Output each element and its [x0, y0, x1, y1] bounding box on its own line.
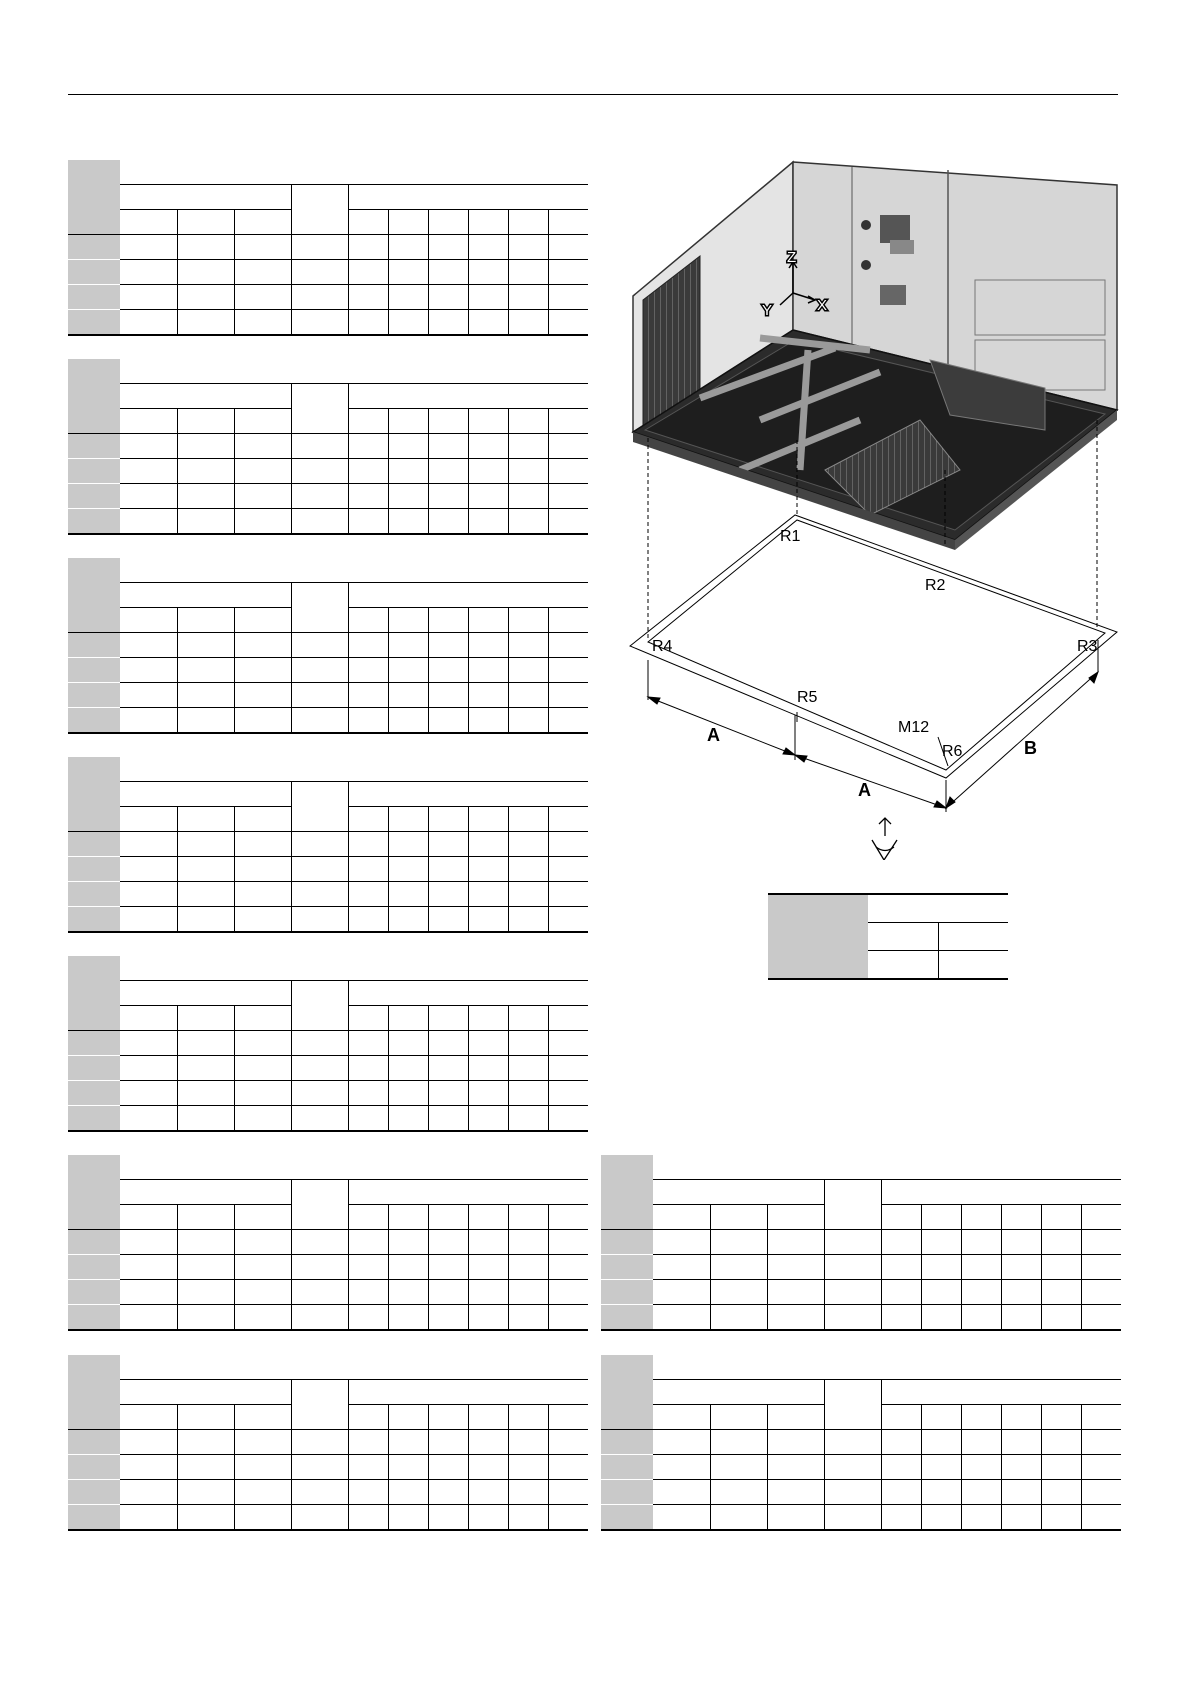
table-row — [601, 1480, 1121, 1505]
table-row — [601, 1230, 1121, 1255]
label-r5: R5 — [797, 689, 818, 706]
load-table-left-6 — [68, 1155, 588, 1331]
table-header-cell — [601, 1355, 653, 1430]
label-r3: R3 — [1077, 638, 1098, 655]
table-row — [68, 459, 588, 484]
table-row — [68, 1106, 588, 1132]
table-row — [68, 832, 588, 857]
table-header-cell — [68, 558, 120, 633]
table-row — [68, 285, 588, 310]
load-table-right-1 — [601, 1155, 1121, 1331]
table-header-cell — [68, 956, 120, 1031]
dimension-a-right: A — [858, 780, 871, 800]
table-row — [68, 658, 588, 683]
table-row — [68, 708, 588, 734]
table-row — [68, 633, 588, 658]
table-row — [68, 907, 588, 933]
load-table-left-5 — [68, 956, 588, 1132]
table-row — [68, 484, 588, 509]
table-header-cell — [601, 1155, 653, 1230]
table-row — [68, 260, 588, 285]
table-row — [68, 1455, 588, 1480]
table-header-cell — [68, 1155, 120, 1230]
table-row — [68, 235, 588, 260]
load-table-left-2 — [68, 359, 588, 535]
table-row — [68, 1430, 588, 1455]
dimension-b: B — [1024, 738, 1037, 758]
table-row — [601, 1280, 1121, 1305]
axis-z-label: Z — [787, 249, 797, 266]
dimension-table — [768, 893, 1008, 980]
dimension-a-left: A — [707, 725, 720, 745]
label-m12: M12 — [898, 719, 930, 736]
load-table-left-4 — [68, 757, 588, 933]
label-r1: R1 — [780, 528, 801, 545]
label-r4: R4 — [652, 638, 673, 655]
label-r6: R6 — [942, 743, 963, 760]
table-row — [68, 1056, 588, 1081]
table-row — [68, 857, 588, 882]
table-row — [68, 1255, 588, 1280]
unit-mounting-diagram — [620, 150, 1140, 860]
table-row — [68, 1230, 588, 1255]
table-row — [68, 1280, 588, 1305]
dimension-table-header — [768, 894, 868, 951]
table-header-cell — [68, 757, 120, 832]
table-row — [601, 1505, 1121, 1531]
load-table-right-2 — [601, 1355, 1121, 1531]
table-header-cell — [68, 359, 120, 434]
load-table-left-7 — [68, 1355, 588, 1531]
table-row — [68, 1305, 588, 1331]
table-row — [601, 1430, 1121, 1455]
table-row — [68, 1081, 588, 1106]
load-table-left-3 — [68, 558, 588, 734]
table-row — [68, 683, 588, 708]
table-row — [601, 1305, 1121, 1331]
view-direction-icon — [872, 818, 897, 860]
axis-y-label: Y — [762, 302, 773, 319]
header-rule — [68, 94, 1118, 95]
table-row — [68, 1480, 588, 1505]
table-row — [601, 1255, 1121, 1280]
table-row — [68, 509, 588, 535]
table-row — [68, 310, 588, 336]
table-header-cell — [68, 160, 120, 235]
axis-x-label: X — [817, 297, 828, 314]
table-row — [68, 434, 588, 459]
footprint-outline — [630, 515, 1117, 778]
label-r2: R2 — [925, 577, 946, 594]
table-row — [68, 1031, 588, 1056]
table-row — [68, 882, 588, 907]
unit-body — [633, 162, 1117, 550]
table-row — [601, 1455, 1121, 1480]
table-row — [68, 1505, 588, 1531]
load-table-left-1 — [68, 160, 588, 336]
table-header-cell — [68, 1355, 120, 1430]
